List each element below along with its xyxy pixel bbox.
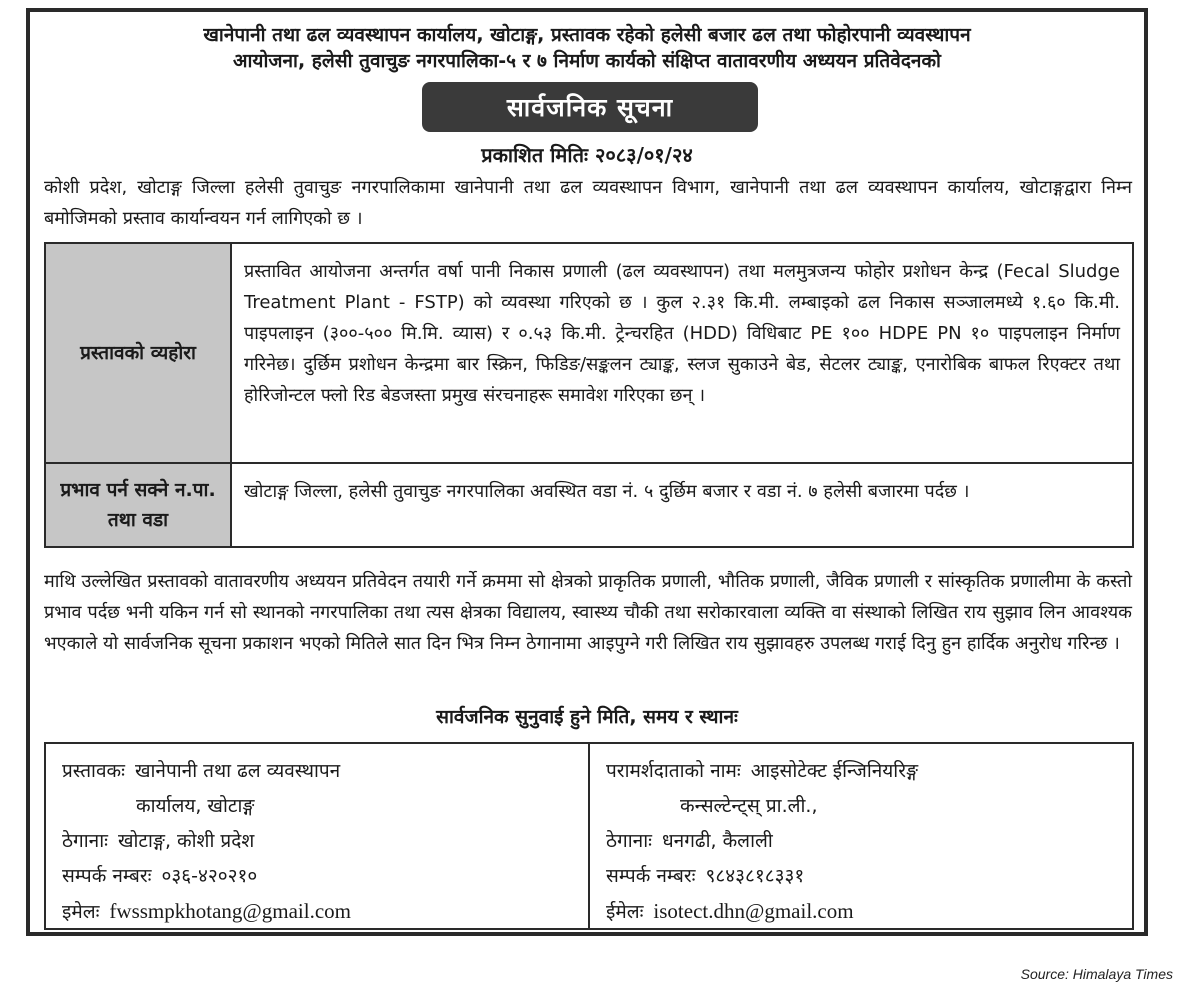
proponent-address: खोटाङ्ग, कोशी प्रदेश	[117, 830, 255, 852]
proponent-name: खानेपानी तथा ढल व्यवस्थापन	[134, 760, 341, 782]
proponent-name-label: प्रस्तावकः	[62, 760, 125, 782]
proponent-contact	[46, 744, 588, 928]
consultant-name-label: परामर्शदाताको नामः	[606, 760, 741, 782]
consultant-email-label: ईमेलः	[606, 901, 644, 923]
proposal-label: प्रस्तावको व्यहोरा	[46, 244, 232, 462]
proponent-phone: ०३६-४२०२१०	[161, 865, 258, 887]
published-date: प्रकाशित मितिः २०८३/०१/२४	[481, 143, 693, 167]
contacts-table	[44, 742, 1134, 930]
proponent-email: fwssmpkhotang@gmail.com	[109, 899, 351, 923]
notice-heading-line2: आयोजना, हलेसी तुवाचुङ नगरपालिका-५ र ७ निर्माण कार्यको संक्षिप्त वातावरणीय अध्ययन प्रतिवेदनको	[233, 50, 941, 72]
proponent-name-line2: कार्यालय, खोटाङ्ग	[136, 795, 255, 817]
intro-paragraph: कोशी प्रदेश, खोटाङ्ग जिल्ला हलेसी तुवाचुङ नगरपालिकामा खानेपानी तथा ढल व्यवस्थापन विभाग, खानेपानी तथा ढल व्यवस्थापन कार्यालय, खोटाङ्गद्वारा निम्न बमोजिमको प्रस्ताव कार्यान्वयन गर्न लागिएको छ ।	[44, 177, 1132, 229]
proposal-row	[46, 244, 1132, 464]
consultant-address: धनगढी, कैलाली	[661, 830, 773, 852]
consultant-name: आइसोटेक्ट ईन्जिनियरिङ्ग	[750, 760, 919, 782]
consultant-contact	[588, 744, 1132, 928]
proponent-address-label: ठेगानाः	[62, 830, 108, 852]
public-notice-banner: सार्वजनिक सूचना	[422, 82, 758, 132]
consultant-name-line2: कन्सल्टेन्ट्स् प्रा.ली.,	[680, 795, 818, 817]
notice-heading-line1: खानेपानी तथा ढल व्यवस्थापन कार्यालय, खोटाङ्ग, प्रस्तावक रहेको हलेसी बजार ढल तथा फोहोरपानी व्यवस्थापन	[203, 24, 971, 46]
public-hearing-heading: सार्वजनिक सुनुवाई हुने मिति, समय र स्थानः	[436, 706, 738, 728]
consultant-phone: ९८४३८१८३३१	[705, 865, 805, 887]
proponent-email-label: इमेलः	[62, 901, 100, 923]
proponent-phone-label: सम्पर्क नम्बरः	[62, 865, 152, 887]
affected-area-label: प्रभाव पर्न सक्ने न.पा. तथा वडा	[46, 464, 232, 546]
notice-frame	[26, 8, 1148, 936]
affected-area-row	[46, 464, 1132, 546]
affected-area-text: खोटाङ्ग जिल्ला, हलेसी तुवाचुङ नगरपालिका अवस्थित वडा नं. ५ दुर्छिम बजार र वडा नं. ७ हलेसी बजारमा पर्दछ ।	[244, 481, 970, 502]
consultant-phone-label: सम्पर्क नम्बरः	[606, 865, 696, 887]
body-paragraph: माथि उल्लेखित प्रस्तावको वातावरणीय अध्ययन प्रतिवेदन तयारी गर्ने क्रममा सो क्षेत्रको प्राकृतिक प्रणाली, भौतिक प्रणाली, जैविक प्रणाली र सांस्कृतिक प्रणालीमा के कस्तो प्रभाव पर्दछ भनी यकिन गर्न सो स्थानको नगरपालिका तथा त्यस क्षेत्रका विद्यालय, स्वास्थ्य चौकी तथा सरोकारवाला व्यक्ति वा संस्थाको लिखित राय सुझाव लिन आवश्यक भएकाले यो सार्वजनिक सूचना प्रकाशन भएको मितिले सात दिन भित्र निम्न ठेगानामा आइपुग्ने गरी लिखित राय सुझावहरु उपलब्ध गराई दिनु हुन हार्दिक अनुरोध गरिन्छ ।	[44, 571, 1132, 654]
proposal-table	[44, 242, 1134, 548]
consultant-address-label: ठेगानाः	[606, 830, 652, 852]
consultant-email: isotect.dhn@gmail.com	[653, 899, 854, 923]
proposal-text: प्रस्तावित आयोजना अन्तर्गत वर्षा पानी निकास प्रणाली (ढल व्यवस्थापन) तथा मलमुत्रजन्य फोहोर प्रशोधन केन्द्र (Fecal Sludge Treatment Plant - FSTP) को व्यवस्था गरिएको छ । कुल २.३१ कि.मी. लम्बाइको ढल निकास सञ्जालमध्ये १.६० कि.मी. पाइपलाइन (३००-५०० मि.मि. व्यास) र ०.५३ कि.मी. ट्रेन्चरहित (HDD) विधिबाट PE १०० HDPE PN १० पाइपलाइन निर्माण गरिनेछ। दुर्छिम प्रशोधन केन्द्रमा बार स्क्रिन, फिडिङ/सङ्कलन ट्याङ्क, स्लज सुकाउने बेड, सेटलर ट्याङ्क, एनारोबिक बाफल रिएक्टर तथा होरिजोन्टल फ्लो रिड बेडजस्ता प्रमुख संरचनाहरू समावेश गरिएका छन् ।	[244, 261, 1120, 406]
source-credit: Source: Himalaya Times	[1020, 966, 1173, 982]
